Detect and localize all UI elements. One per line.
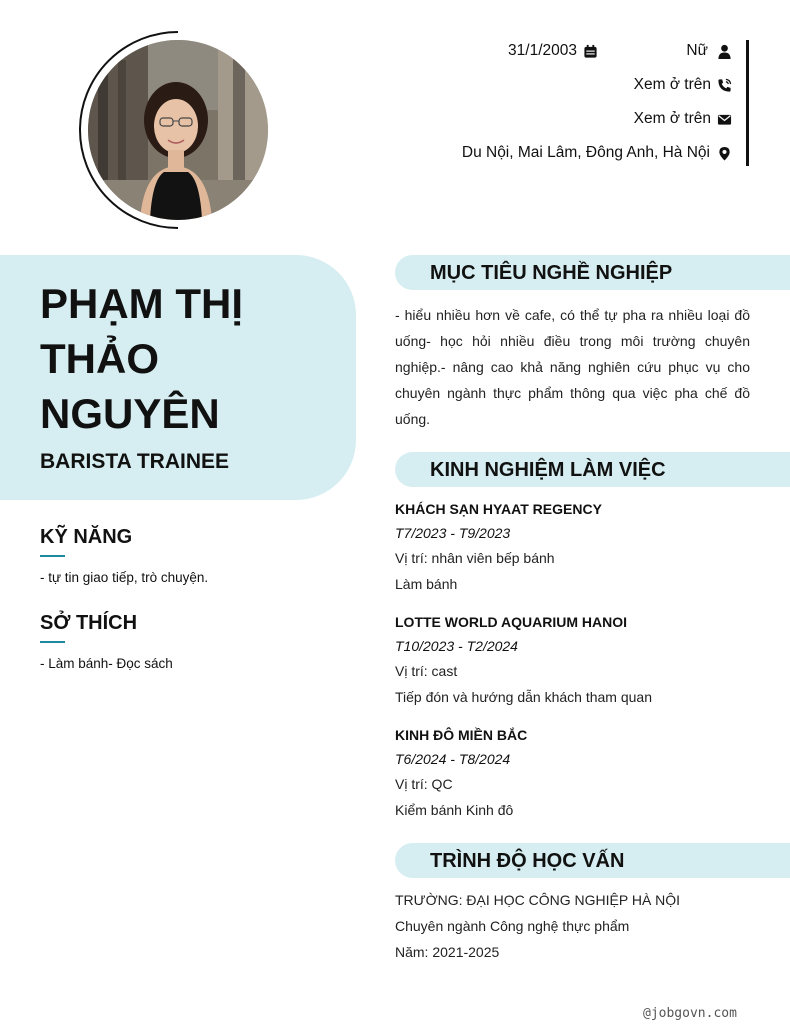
experience-company: LOTTE WORLD AQUARIUM HANOI	[395, 614, 628, 630]
experience-date: T6/2024 - T8/2024	[395, 751, 511, 767]
hobbies-underline	[40, 641, 65, 643]
email-text: Xem ở trên	[633, 110, 711, 127]
person-icon	[717, 44, 732, 59]
education-years: Năm: 2021-2025	[395, 944, 500, 960]
skills-underline	[40, 555, 65, 557]
address-text: Du Nội, Mai Lâm, Đông Anh, Hà Nội	[461, 144, 710, 161]
skills-text: - tự tin giao tiếp, trò chuyện.	[40, 570, 209, 585]
address-row	[400, 144, 732, 162]
education-heading: TRÌNH ĐỘ HỌC VẤN	[430, 850, 625, 872]
envelope-icon	[717, 112, 732, 127]
phone-row	[520, 76, 732, 94]
experience-date: T7/2023 - T9/2023	[395, 525, 511, 541]
experience-company: KINH ĐÔ MIỀN BẮC	[395, 727, 528, 743]
hobbies-heading: SỞ THÍCH	[40, 612, 138, 634]
objective-heading: MỤC TIÊU NGHỀ NGHIỆP	[430, 262, 673, 284]
objective-text: - hiểu nhiều hơn về cafe, có thể tự pha ra nhiều loại đồ uống- học hỏi nhiều điều trong môi trường chuyên nghiệp.- nâng cao khả năng nghiên cứu phục vụ cho chuyên ngành thực phẩm thông qua việc pha chế đồ uống.	[395, 307, 750, 427]
education-school: TRƯỜNG: ĐẠI HỌC CÔNG NGHIỆP HÀ NỘI	[395, 892, 681, 908]
calendar-icon	[583, 44, 598, 59]
experience-description: Làm bánh	[395, 576, 458, 592]
job-title: BARISTA TRAINEE	[40, 450, 229, 473]
full-name: PHẠM THỊ THẢO NGUYÊN	[40, 280, 243, 437]
experience-position: Vị trí: nhân viên bếp bánh	[395, 550, 555, 566]
gender-text: Nữ	[686, 42, 708, 59]
watermark: @jobgovn.com	[643, 1006, 737, 1021]
experience-heading: KINH NGHIỆM LÀM VIỆC	[430, 459, 666, 481]
experience-company: KHÁCH SẠN HYAAT REGENCY	[395, 501, 602, 517]
phone-icon	[717, 78, 732, 93]
birthday-row	[470, 42, 598, 60]
birthday-text: 31/1/2003	[508, 42, 577, 59]
education-major: Chuyên ngành Công nghệ thực phẩm	[395, 918, 630, 934]
experience-position: Vị trí: QC	[395, 776, 453, 792]
location-pin-icon	[717, 146, 732, 161]
experience-date: T10/2023 - T2/2024	[395, 638, 518, 654]
gender-row	[640, 42, 732, 60]
experience-position: Vị trí: cast	[395, 663, 458, 679]
avatar-frame	[78, 30, 278, 230]
phone-text: Xem ở trên	[633, 76, 711, 93]
experience-description: Kiểm bánh Kinh đô	[395, 802, 514, 818]
email-row	[520, 110, 732, 128]
skills-heading: KỸ NĂNG	[40, 526, 133, 548]
contact-divider	[746, 40, 749, 166]
hobbies-text: - Làm bánh- Đọc sách	[40, 656, 173, 671]
experience-description: Tiếp đón và hướng dẫn khách tham quan	[395, 689, 652, 705]
avatar	[88, 40, 268, 220]
